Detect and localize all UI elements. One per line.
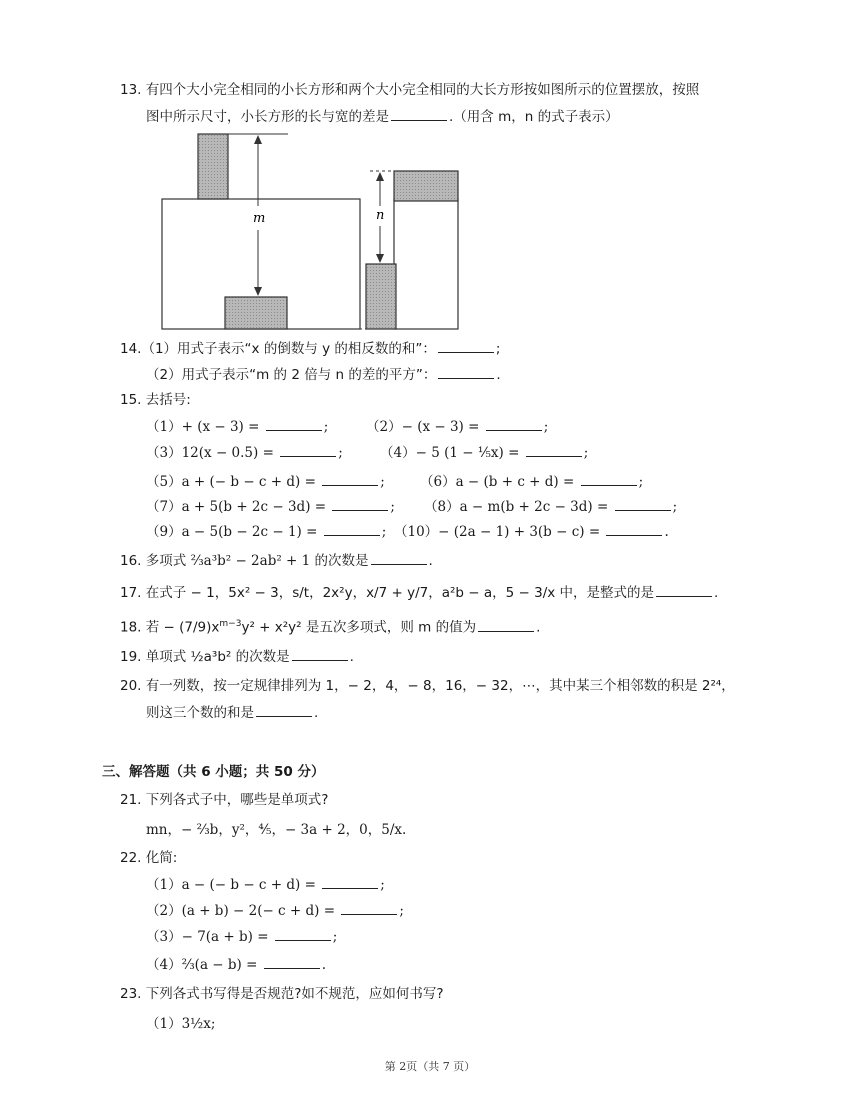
- q15-item-4-text: （4）− 5 (1 − ⅕x) =: [380, 445, 524, 461]
- q13-line2-end: .（用含 m，n 的式子表示）: [449, 109, 619, 125]
- q16-text: 16. 多项式: [120, 553, 191, 569]
- q16-answer-blank[interactable]: [371, 550, 427, 565]
- q15-item-1-text: （1）+ (x − 3) =: [146, 419, 264, 435]
- q19-answer-blank[interactable]: [292, 646, 348, 661]
- q13-line1: 13. 有四个大小完全相同的小长方形和两个大小完全相同的大长方形按如图所示的位置摆放，按照: [120, 82, 700, 98]
- n-arrowhead-down: [376, 254, 384, 263]
- n-label: n: [376, 208, 385, 223]
- q23-title: 23. 下列各式书写得是否规范?如不规范，应如何书写?: [120, 986, 444, 1002]
- q17-line: [120, 582, 718, 603]
- q16-line: [120, 550, 433, 571]
- q15-title: 15. 去括号:: [120, 392, 191, 408]
- q22-item-4: [146, 954, 326, 975]
- q22-4-answer-blank[interactable]: [264, 954, 320, 969]
- q15-item-1: [146, 416, 328, 437]
- q22-item-1: [146, 874, 385, 895]
- q17-text: 17. 在式子 − 1，5x² − 3，s/t，2x²y，x/7 + y/7，a²b − a，5 − 3/x 中，是整式的是: [120, 585, 655, 601]
- q14-line1-text: 14.（1）用式子表示“x 的倒数与 y 的相反数的和”：: [120, 341, 436, 357]
- q15-item-10-text: （10）− (2a − 1) + 3(b − c) =: [394, 524, 605, 540]
- m-label: m: [253, 211, 266, 226]
- q15-4-answer-blank[interactable]: [526, 442, 582, 457]
- q22-item-1-end: ;: [380, 877, 385, 893]
- q15-item-5: [146, 471, 385, 492]
- q15-5-answer-blank[interactable]: [322, 471, 378, 486]
- q15-item-7-text: （7）a + 5(b + 2c − 3d) =: [146, 499, 331, 515]
- right-small-rectangle-horizontal: [394, 171, 458, 201]
- left-small-rectangle-horizontal: [225, 297, 287, 329]
- q15-6-answer-blank[interactable]: [581, 471, 637, 486]
- q15-1-answer-blank[interactable]: [266, 416, 322, 431]
- q14-line2-end: .: [496, 367, 501, 383]
- n-arrowhead-up: [376, 172, 384, 181]
- q22-1-answer-blank[interactable]: [322, 874, 378, 889]
- q15-7-answer-blank[interactable]: [332, 496, 388, 511]
- q20-answer-blank[interactable]: [256, 702, 312, 717]
- q20-text: 则这三个数的和是: [146, 705, 254, 721]
- q13-answer-blank[interactable]: [391, 106, 447, 121]
- q22-item-3-text: （3）− 7(a + b) =: [146, 929, 273, 945]
- q21-expressions: mn，− ⅔b，y²，⅘，− 3a + 2，0，5/x.: [146, 822, 407, 838]
- q15-item-5-sep: ;: [380, 474, 385, 490]
- q21-title: 21. 下列各式子中，哪些是单项式?: [120, 792, 329, 808]
- q22-item-2-end: ;: [399, 903, 404, 919]
- q15-item-9-sep: ;: [381, 524, 387, 540]
- q18-text: 18. 若 − (7/9)x: [120, 619, 220, 636]
- q13-figure: [148, 126, 468, 336]
- q15-item-4-sep: ;: [583, 445, 589, 461]
- m-arrowhead-up: [254, 135, 262, 144]
- q22-item-2: [146, 900, 404, 921]
- q18-line: [120, 614, 540, 638]
- q18-end: .: [536, 619, 541, 636]
- q15-item-4: [380, 442, 588, 463]
- q15-item-9-text: （9）a − 5(b − 2c − 1) =: [146, 524, 322, 540]
- q15-item-8-sep: ;: [672, 499, 678, 515]
- q20-line1: 20. 有一列数，按一定规律排列为 1，− 2，4，− 8，16，− 32，⋯，其中某三个相邻数的积是 2²⁴，: [120, 678, 735, 694]
- q15-item-1-sep: ;: [323, 419, 329, 435]
- q15-9-answer-blank[interactable]: [324, 521, 380, 536]
- q22-item-4-end: .: [321, 957, 326, 973]
- q22-title: 22. 化简:: [120, 850, 178, 866]
- q15-item-2: [366, 416, 548, 437]
- q15-item-8: [424, 496, 677, 517]
- q19-text: 19. 单项式 ½a³b² 的次数是: [120, 649, 290, 665]
- q15-item-6-sep: ;: [638, 474, 644, 490]
- q15-item-2-text: （2）− (x − 3) =: [366, 419, 484, 435]
- q15-item-5-text: （5）a + (− b − c + d) =: [146, 474, 321, 490]
- q14-line2-text: （2）用式子表示“m 的 2 倍与 n 的差的平方”：: [146, 367, 437, 383]
- q16-end: .: [428, 553, 433, 569]
- q22-item-4-text: （4）⅔(a − b) =: [146, 957, 262, 973]
- q15-item-6-text: （6）a − (b + c + d) =: [420, 474, 579, 490]
- q15-item-3: [146, 442, 343, 463]
- q13-line2-text: 图中所示尺寸，小长方形的长与宽的差是: [146, 109, 389, 125]
- q19-end: .: [349, 649, 354, 665]
- q15-3-answer-blank[interactable]: [280, 442, 336, 457]
- q15-item-10-end: .: [664, 524, 669, 540]
- q14-line1-end: ;: [495, 341, 501, 357]
- q18-exponent: m−3: [219, 619, 242, 629]
- q23-item-1: （1）3½x;: [146, 1016, 216, 1032]
- q13-line2: [146, 106, 619, 127]
- q15-10-answer-blank[interactable]: [606, 521, 662, 536]
- section-3-heading: 三、解答题（共 6 小题；共 50 分）: [102, 764, 325, 780]
- q15-item-3-text: （3）12(x − 0.5) =: [146, 445, 279, 461]
- q15-item-3-sep: ;: [338, 445, 343, 461]
- q17-end: .: [714, 585, 719, 601]
- q16-text-2: 的次数是: [310, 553, 369, 569]
- q15-item-2-sep: ;: [543, 419, 549, 435]
- left-small-rectangle-vertical: [198, 134, 228, 199]
- q18-answer-blank[interactable]: [478, 617, 534, 632]
- right-large-rectangle: [394, 199, 458, 329]
- q15-item-10: [394, 521, 669, 542]
- q22-3-answer-blank[interactable]: [275, 926, 331, 941]
- q18-text-2: y² + x²y² 是五次多项式，则 m 的值为: [241, 619, 477, 636]
- q14-line1: [120, 338, 500, 359]
- q22-item-1-text: （1）a − (− b − c + d) =: [146, 877, 321, 893]
- q16-expression: ⅔a³b² − 2ab² + 1: [190, 553, 311, 569]
- q15-item-7: [146, 496, 395, 517]
- q15-item-7-sep: ;: [390, 499, 395, 515]
- q14-line2: [146, 364, 501, 385]
- q22-item-3: [146, 926, 337, 947]
- q14-2-answer-blank[interactable]: [438, 364, 494, 379]
- q19-line: [120, 646, 354, 667]
- q14-1-answer-blank[interactable]: [438, 338, 494, 353]
- q15-2-answer-blank[interactable]: [486, 416, 542, 431]
- right-small-rectangle-vertical: [366, 264, 396, 329]
- q22-item-3-end: ;: [332, 929, 338, 945]
- q17-answer-blank[interactable]: [656, 582, 712, 597]
- q15-item-8-text: （8）a − m(b + 2c − 3d) =: [424, 499, 613, 515]
- page-footer: 第 2页（共 7 页）: [384, 1060, 476, 1073]
- q15-item-9: [146, 521, 386, 542]
- q22-item-2-text: （2）(a + b) − 2(− c + d) =: [146, 903, 340, 919]
- q20-line2: [146, 702, 318, 723]
- q20-end: .: [314, 705, 319, 721]
- q15-8-answer-blank[interactable]: [615, 496, 671, 511]
- q22-2-answer-blank[interactable]: [341, 900, 397, 915]
- q15-item-6: [420, 471, 643, 492]
